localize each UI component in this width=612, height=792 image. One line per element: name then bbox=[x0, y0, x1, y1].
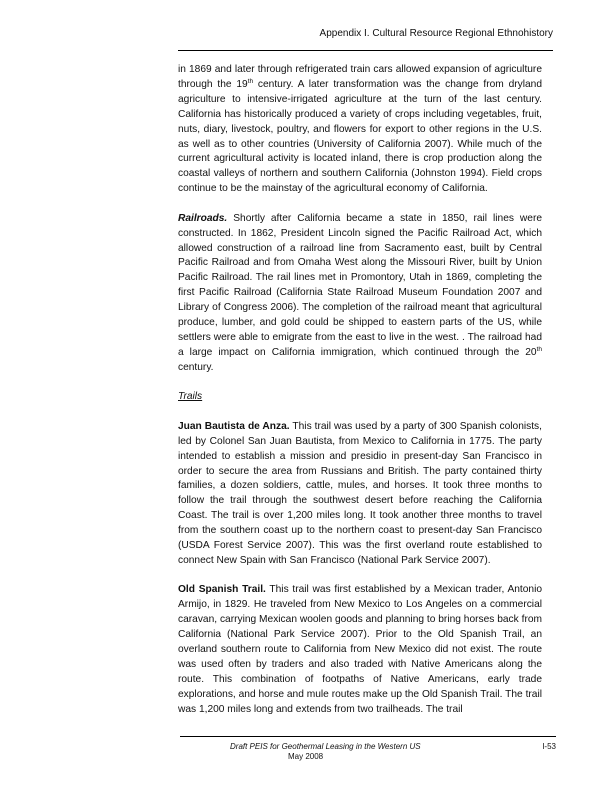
paragraph-old-spanish-trail bbox=[178, 583, 542, 717]
page-number: I-53 bbox=[542, 742, 556, 751]
paragraph-railroads bbox=[178, 212, 542, 376]
paragraph-text: This trail was first established by a Mexican trader, Antonio Armijo, in 1829. He traveled from New Mexico to Los Angeles on a commercial caravan, carrying Mexican woolen goods and planning to bring horses back from California (National Park Service 2007). Prior to the Old Spanish Trail, an overland southern route to California from New Mexico did not exist. The route was used often by traders and also traded with Native Americans along the route. This combination of footpaths of Native Americans, early trade explorations, and horse and mule routes make up the Old Spanish Trail. The trail was 1,200 miles long and extends from two trailheads. The trail bbox=[178, 584, 542, 715]
run-in-heading-old-spanish-trail: Old Spanish Trail. bbox=[178, 584, 266, 596]
page-header bbox=[178, 28, 553, 51]
paragraph-text: century. A later transformation was the change from dryland agriculture to intensive-irrigated agriculture at the turn of the last century. California has historically produced a variety of crops including vegetables, fruit, nuts, diary, livestock, poultry, and flowers for export to other regions in the U.S. as well as to other countries (University of California 2007). While much of the current agricultural activity is located inland, there is crop production along the coastal valleys of northern and southern California (Johnston 1994). Field crops continue to be the mainstay of the agricultural economy of California. bbox=[178, 78, 543, 195]
page-body bbox=[178, 63, 542, 732]
paragraph-text: in 1869 and later through refrigerated train cars allowed expansion of agriculture through the 19 bbox=[178, 64, 542, 90]
paragraph-anza bbox=[178, 420, 542, 569]
footer-document-title: Draft PEIS for Geothermal Leasing in the Western US bbox=[230, 742, 421, 751]
run-in-heading-anza: Juan Bautista de Anza. bbox=[178, 420, 290, 432]
section-heading-trails: Trails bbox=[178, 391, 203, 403]
header-title: Appendix I. Cultural Resource Regional Ethnohistory bbox=[319, 28, 553, 39]
run-in-heading-railroads: Railroads. bbox=[178, 212, 228, 224]
ordinal-suffix: th bbox=[536, 345, 542, 353]
paragraph-text: century. bbox=[178, 361, 214, 373]
paragraph-text: Shortly after California became a state in 1850, rail lines were constructed. In 1862, President Lincoln signed the Pacific Railroad Act, which allowed construction of a railroad line from Sacramento east, built by Central Pacific Railroad and from Omaha West along the Missouri River, built by Union Pacific Railroad. The rail lines met in Promontory, Utah in 1869, completing the first Pacific Railroad (California State Railroad Museum Foundation 2007 and Library of Congress 2006). The completion of the railroad meant that agricultural produce, lumber, and gold could be shipped to eastern parts of the US, while settlers were able to emigrate from the east to live in the west. . The railroad had a large impact on California immigration, which continued through the 20 bbox=[178, 212, 542, 358]
ordinal-suffix: th bbox=[247, 77, 254, 85]
paragraph-text: This trail was used by a party of 300 Spanish colonists, led by Colonel San Juan Bautista, from Mexico to California in 1775. The party intended to establish a mission and presidio in present-day San Francisco in order to secure the area from Russians and British. The party contained thirty families, a dozen soldiers, cattle, mules, and horses. It took three months to follow the trail through the southwest desert before reaching the California Coast. The trail is over 1,200 miles long. It took another three months to travel from the southern coast up to the northern coast to present-day San Francisco (USDA Forest Service 2007). This was the first overland route established to connect New Spain with San Francisco (National Park Service 2007). bbox=[178, 420, 542, 566]
page-footer bbox=[180, 736, 556, 761]
paragraph-agriculture bbox=[178, 63, 542, 197]
footer-date: May 2008 bbox=[288, 752, 324, 761]
